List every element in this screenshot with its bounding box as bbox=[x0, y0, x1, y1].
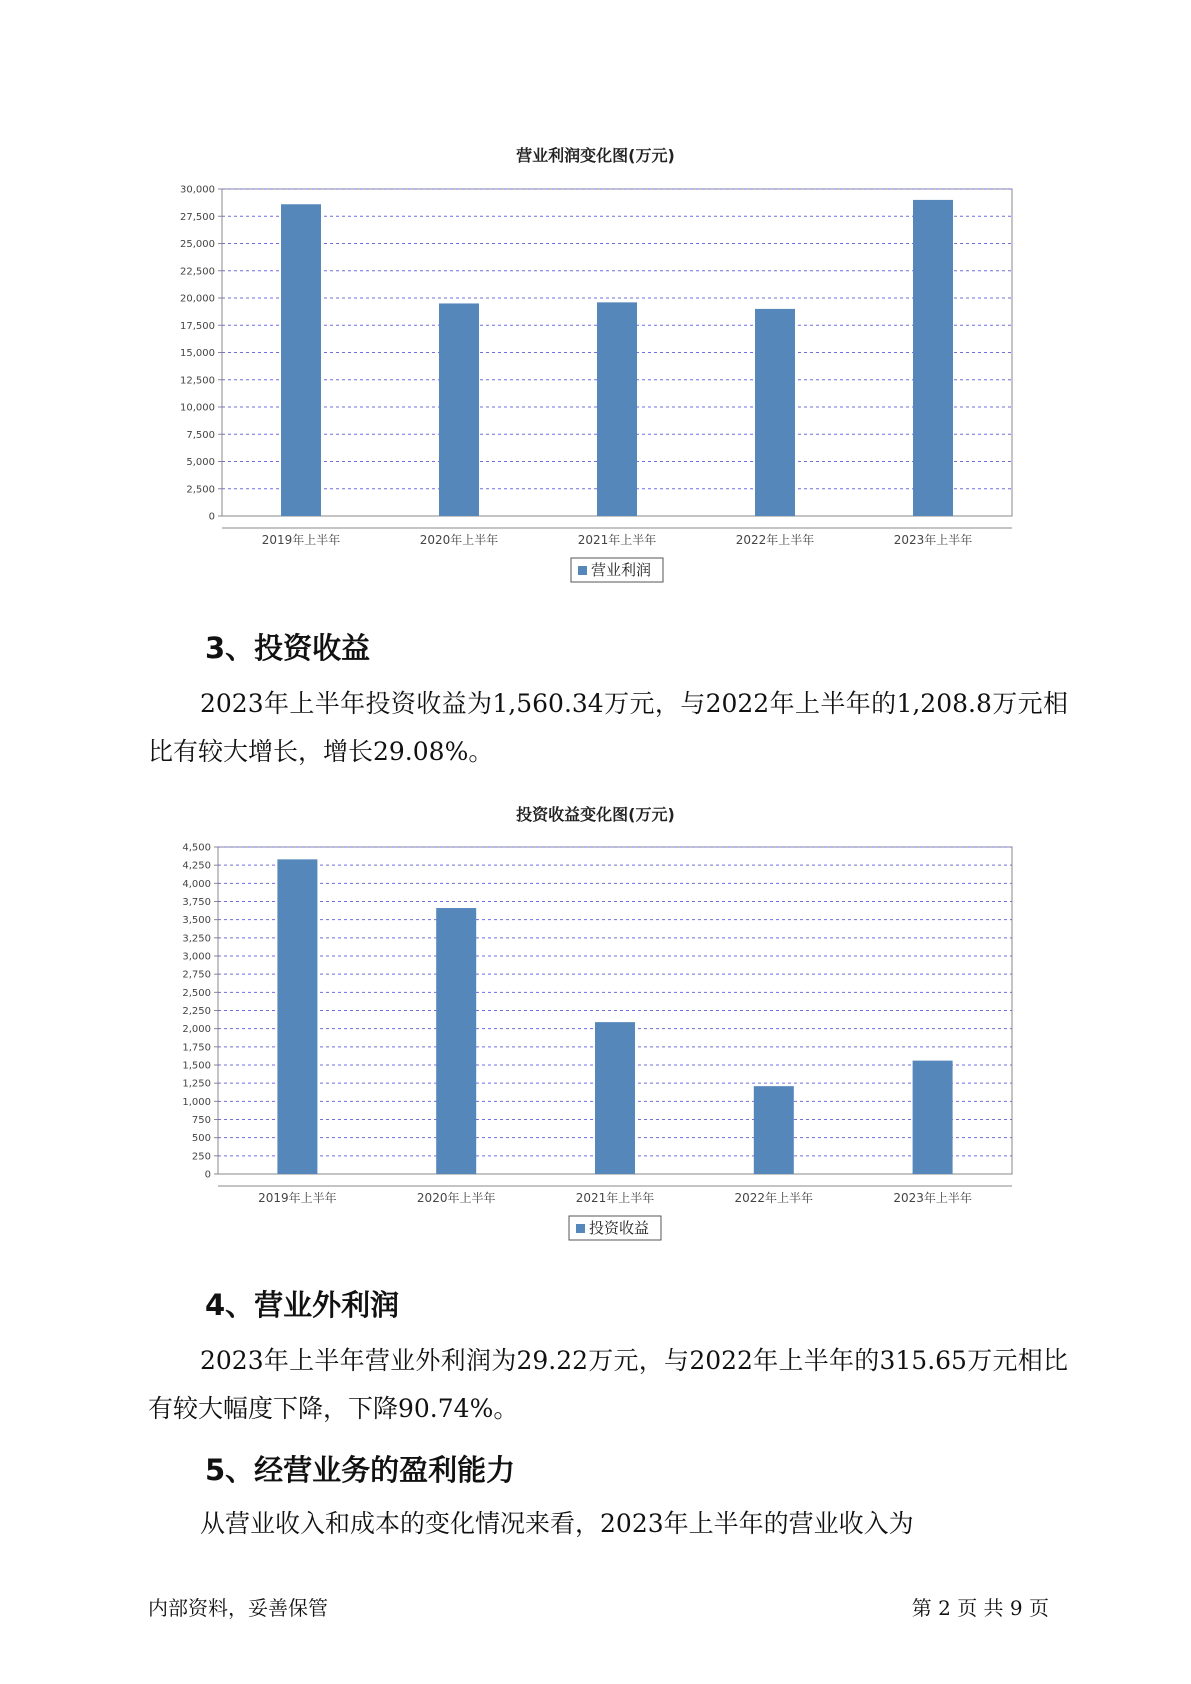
y-tick-label: 3,500 bbox=[182, 915, 211, 927]
y-tick-label: 2,250 bbox=[182, 1006, 211, 1017]
y-tick-label: 250 bbox=[191, 1151, 211, 1163]
bar bbox=[277, 859, 317, 1174]
section-paragraph: 2023年上半年投资收益为1,560.34万元，与2022年上半年的1,208.8万元相比有较大增长，增长29.08%。 bbox=[148, 689, 1068, 766]
bar bbox=[755, 309, 795, 516]
legend-swatch bbox=[576, 1224, 585, 1233]
legend-swatch bbox=[578, 566, 587, 575]
y-tick-label: 750 bbox=[191, 1115, 211, 1126]
y-tick-label: 3,750 bbox=[182, 897, 211, 908]
y-tick-label: 2,500 bbox=[186, 484, 215, 496]
legend-label: 投资收益 bbox=[589, 1219, 650, 1237]
bar bbox=[436, 908, 476, 1174]
x-tick-label: 2022年上半年 bbox=[735, 533, 815, 547]
bar bbox=[597, 302, 637, 516]
y-tick-label: 500 bbox=[191, 1133, 211, 1145]
y-tick-label: 3,000 bbox=[182, 951, 211, 963]
x-tick-label: 2020年上半年 bbox=[416, 1191, 496, 1205]
y-tick-label: 1,250 bbox=[182, 1078, 211, 1090]
section-heading: 5、经营业务的盈利能力 bbox=[205, 1453, 516, 1487]
y-tick-label: 2,000 bbox=[182, 1024, 211, 1036]
y-tick-label: 4,250 bbox=[182, 860, 211, 872]
bar bbox=[281, 204, 321, 516]
y-tick-label: 12,500 bbox=[180, 375, 215, 387]
section-paragraph: 从营业收入和成本的变化情况来看，2023年上半年的营业收入为 bbox=[200, 1509, 914, 1538]
y-tick-label: 0 bbox=[208, 511, 215, 523]
y-tick-label: 10,000 bbox=[180, 402, 215, 414]
x-tick-label: 2021年上半年 bbox=[575, 1191, 655, 1205]
y-tick-label: 30,000 bbox=[180, 184, 215, 196]
footer-confidential-note: 内部资料，妥善保管 bbox=[148, 1596, 328, 1620]
y-tick-label: 2,750 bbox=[182, 969, 211, 981]
x-tick-label: 2023年上半年 bbox=[893, 533, 973, 547]
y-tick-label: 1,000 bbox=[182, 1096, 211, 1108]
y-tick-label: 7,500 bbox=[186, 429, 215, 441]
x-tick-label: 2019年上半年 bbox=[261, 533, 341, 547]
x-tick-label: 2019年上半年 bbox=[258, 1191, 337, 1205]
chart-title: 投资收益变化图(万元) bbox=[516, 805, 675, 824]
section-paragraph: 2023年上半年营业外利润为29.22万元，与2022年上半年的315.65万元相比有较大幅度下降，下降90.74%。 bbox=[148, 1346, 1068, 1423]
y-tick-label: 2,500 bbox=[182, 987, 211, 999]
x-tick-label: 2023年上半年 bbox=[893, 1191, 972, 1205]
y-tick-label: 4,500 bbox=[182, 842, 211, 854]
y-tick-label: 27,500 bbox=[180, 211, 215, 223]
bar bbox=[913, 200, 953, 516]
operating-profit-chart bbox=[0, 165, 1191, 595]
y-tick-label: 17,500 bbox=[180, 320, 215, 332]
y-tick-label: 22,500 bbox=[180, 266, 215, 278]
y-tick-label: 4,000 bbox=[182, 878, 211, 890]
section-heading: 4、营业外利润 bbox=[205, 1288, 400, 1322]
x-tick-label: 2022年上半年 bbox=[734, 1191, 814, 1205]
chart-title: 营业利润变化图(万元) bbox=[516, 146, 675, 165]
footer-page-number: 第 2 页 共 9 页 bbox=[911, 1596, 1049, 1620]
x-tick-label: 2021年上半年 bbox=[577, 533, 657, 547]
y-tick-label: 20,000 bbox=[180, 293, 215, 305]
y-tick-label: 25,000 bbox=[180, 239, 215, 250]
investment-income-chart bbox=[0, 825, 1191, 1255]
legend-label: 营业利润 bbox=[591, 561, 652, 579]
y-tick-label: 3,250 bbox=[182, 933, 211, 945]
y-tick-label: 1,750 bbox=[182, 1042, 211, 1054]
y-tick-label: 5,000 bbox=[186, 457, 215, 468]
bar bbox=[439, 303, 479, 516]
y-tick-label: 1,500 bbox=[182, 1060, 211, 1072]
y-tick-label: 0 bbox=[204, 1169, 211, 1181]
y-tick-label: 15,000 bbox=[180, 348, 215, 359]
bar bbox=[595, 1022, 635, 1174]
bar bbox=[913, 1061, 953, 1174]
bar bbox=[754, 1086, 794, 1174]
section-heading: 3、投资收益 bbox=[205, 631, 371, 665]
x-tick-label: 2020年上半年 bbox=[419, 533, 499, 547]
